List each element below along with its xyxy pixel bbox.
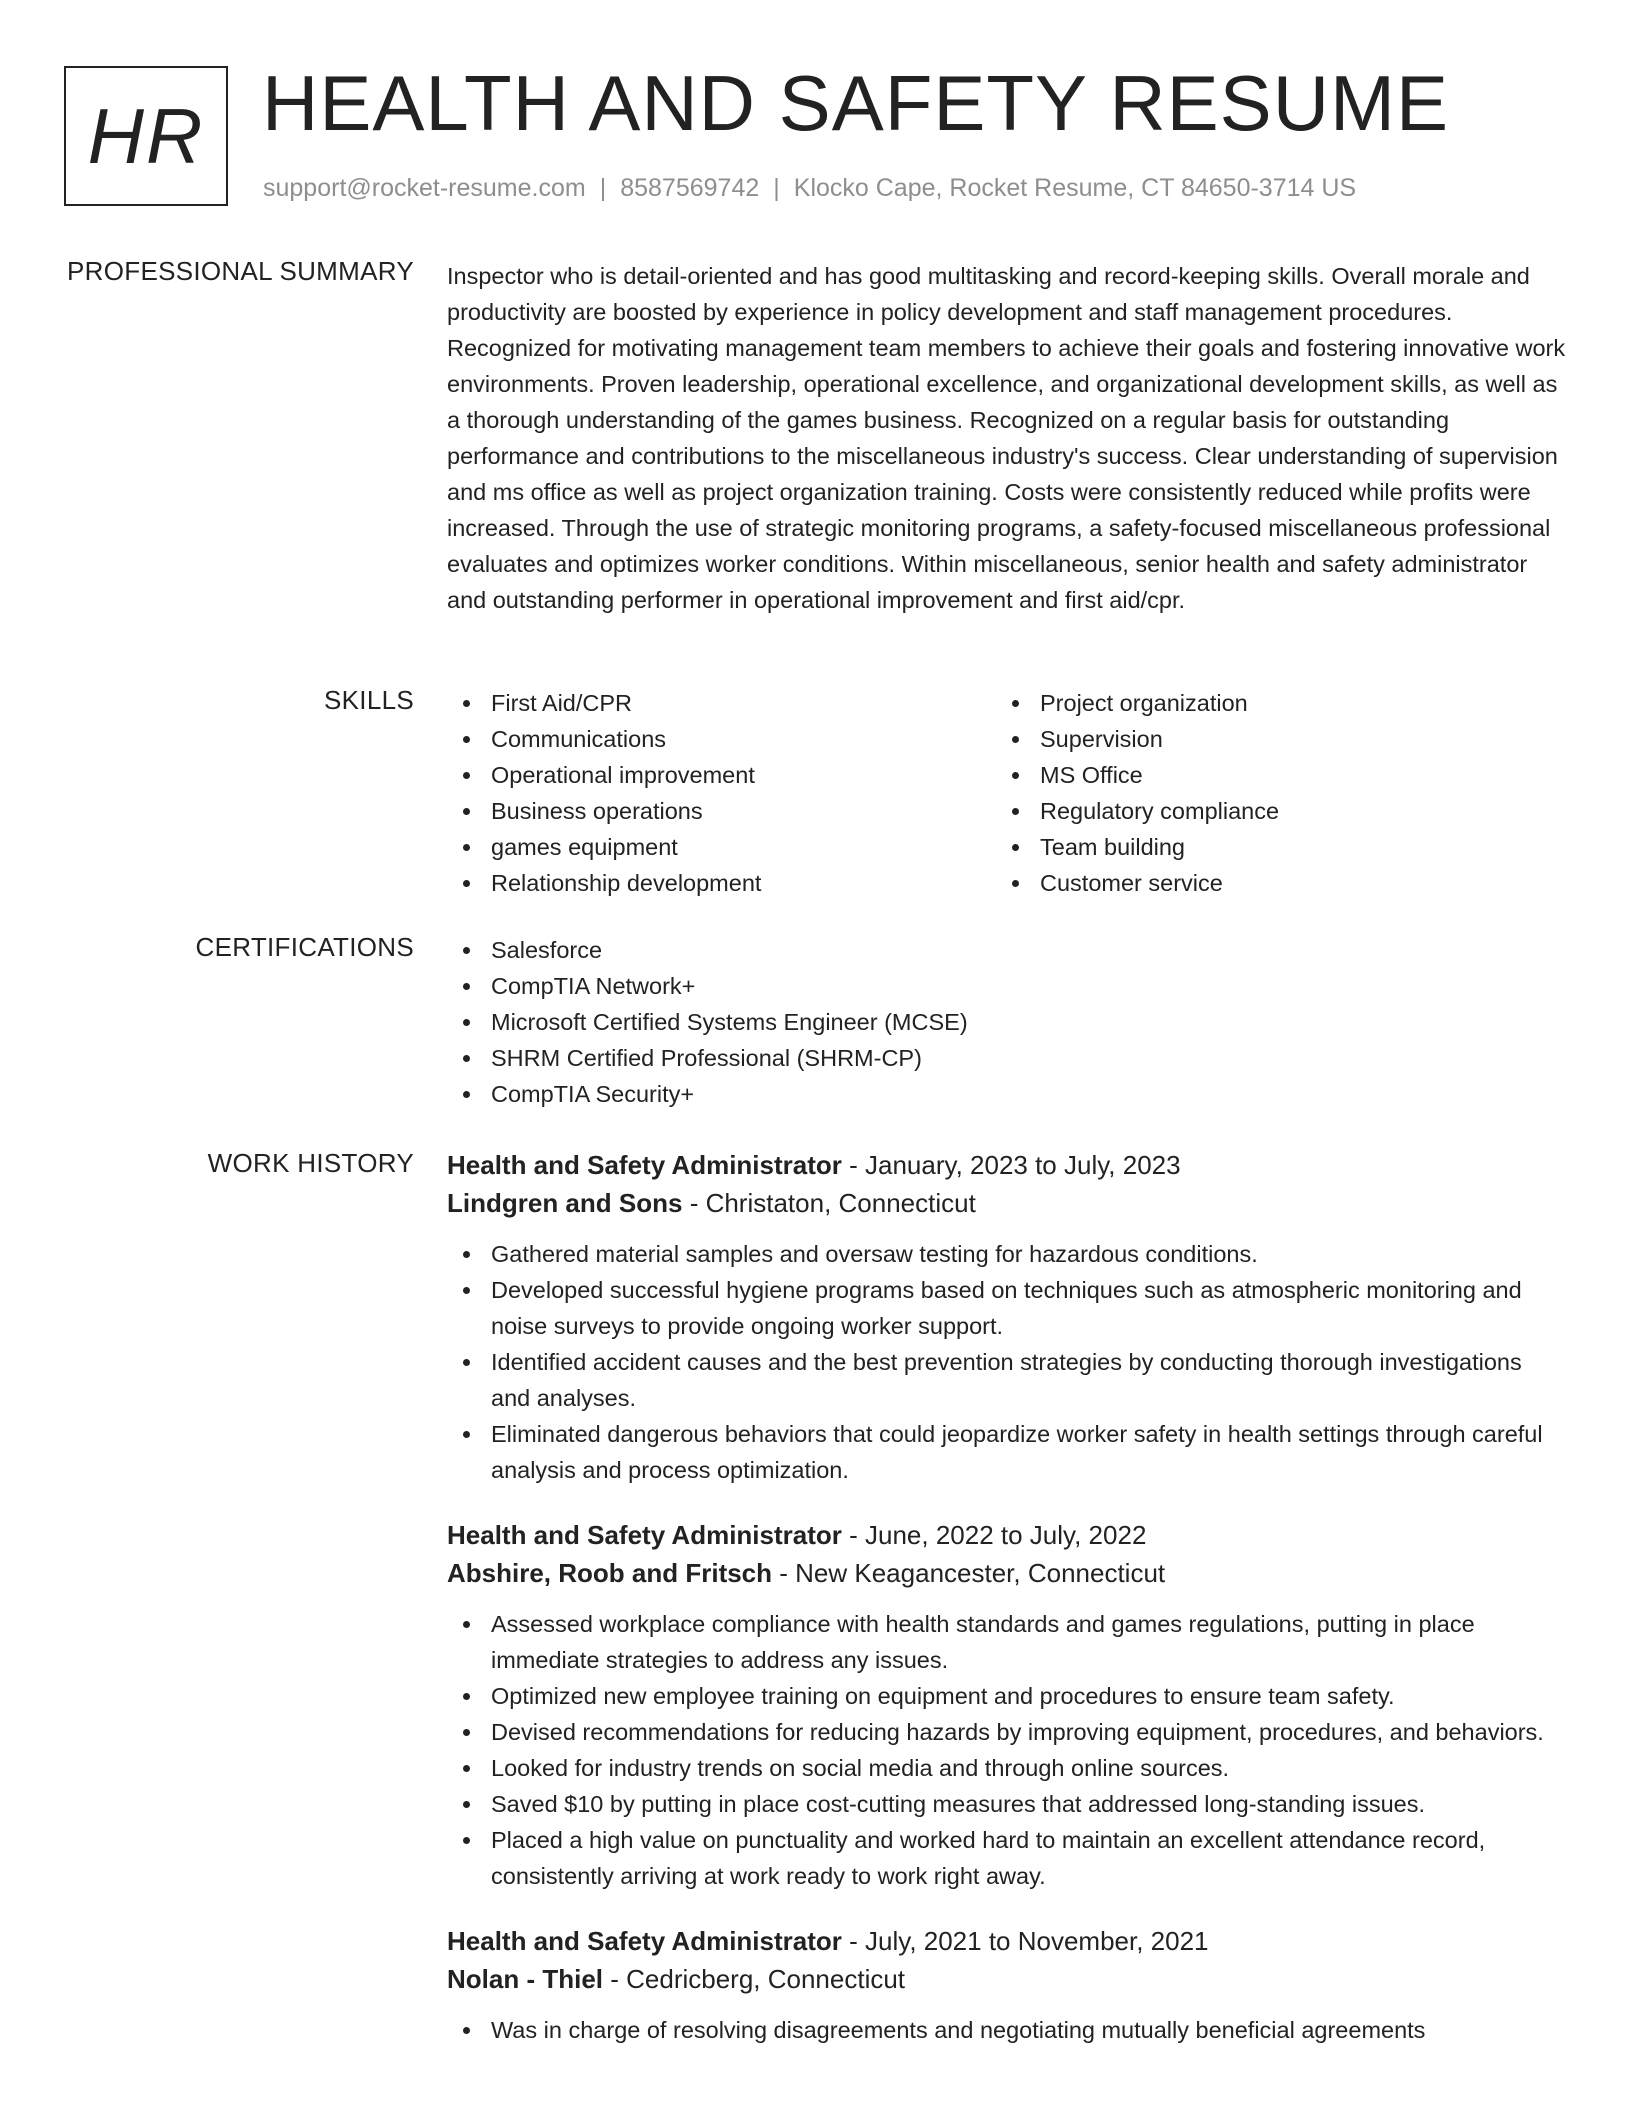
list-item: Team building	[996, 829, 1545, 865]
job-company-line	[447, 1184, 1567, 1222]
list-item: CompTIA Security+	[447, 1076, 1567, 1112]
job-title-line	[447, 1146, 1567, 1184]
section-body	[447, 685, 1567, 901]
job-dates: - June, 2022 to July, 2022	[849, 1520, 1147, 1550]
list-item: Supervision	[996, 721, 1545, 757]
section-body	[447, 932, 1567, 1112]
section-label: WORK HISTORY	[207, 1148, 414, 1178]
section-label: PROFESSIONAL SUMMARY	[67, 256, 414, 286]
section-label: CERTIFICATIONS	[195, 932, 414, 962]
job-bullets	[447, 1606, 1567, 1894]
list-item: Was in charge of resolving disagreements and negotiating mutually beneficial agreements	[447, 2012, 1567, 2048]
contact-phone: 8587569742	[620, 174, 760, 202]
resume-title: HEALTH AND SAFETY RESUME	[262, 59, 1450, 147]
work-history-list	[447, 1146, 1567, 2076]
list-item: CompTIA Network+	[447, 968, 1567, 1004]
list-item: Microsoft Certified Systems Engineer (MCSE)	[447, 1004, 1567, 1040]
contact-line	[263, 174, 1356, 203]
job-company: Lindgren and Sons	[447, 1188, 683, 1218]
list-item: Communications	[447, 721, 996, 757]
contact-address: Klocko Cape, Rocket Resume, CT 84650-3714 US	[793, 174, 1357, 202]
list-item: SHRM Certified Professional (SHRM-CP)	[447, 1040, 1567, 1076]
job-dates: - July, 2021 to November, 2021	[849, 1926, 1209, 1956]
job-location: - New Keagancester, Connecticut	[779, 1558, 1166, 1588]
list-item: Operational improvement	[447, 757, 996, 793]
monogram-logo	[64, 66, 228, 206]
section-body	[447, 258, 1567, 618]
list-item: games equipment	[447, 829, 996, 865]
job-title: Health and Safety Administrator	[447, 1926, 842, 1956]
skills-list-right	[996, 685, 1545, 901]
job-title-line	[447, 1922, 1567, 1960]
job-entry	[447, 1516, 1567, 1894]
job-title: Health and Safety Administrator	[447, 1520, 842, 1550]
job-bullets	[447, 2012, 1567, 2048]
list-item: Eliminated dangerous behaviors that could jeopardize worker safety in health settings through careful analysis and process optimization.	[447, 1416, 1567, 1488]
job-location: - Christaton, Connecticut	[689, 1188, 976, 1218]
job-bullets	[447, 1236, 1567, 1488]
job-location: - Cedricberg, Connecticut	[610, 1964, 906, 1994]
list-item: Devised recommendations for reducing hazards by improving equipment, procedures, and behaviors.	[447, 1714, 1567, 1750]
job-entry	[447, 1146, 1567, 1488]
skills-columns	[447, 685, 1567, 901]
job-company: Abshire, Roob and Fritsch	[447, 1558, 773, 1588]
list-item: Looked for industry trends on social media and through online sources.	[447, 1750, 1567, 1786]
contact-separator: |	[599, 174, 607, 202]
list-item: Saved $10 by putting in place cost-cutting measures that addressed long-standing issues.	[447, 1786, 1567, 1822]
skills-list-left	[447, 685, 996, 901]
list-item: Developed successful hygiene programs based on techniques such as atmospheric monitoring and noise surveys to provide ongoing worker support.	[447, 1272, 1567, 1344]
summary-text: Inspector who is detail-oriented and has good multitasking and record-keeping skills. Overall morale and productivity are boosted by experience in policy development and staff management procedures. Recognized for motivating management team members to achieve their goals and fostering innovative work environments. Proven leadership, operational excellence, and organizational development skills, as well as a thorough understanding of the games business. Recognized on a regular basis for outstanding performance and contributions to the miscellaneous industry's success. Clear understanding of supervision and ms office as well as project organization training. Costs were consistently reduced while profits were increased. Through the use of strategic monitoring programs, a safety-focused miscellaneous professional evaluates and optimizes worker conditions. Within miscellaneous, senior health and safety administrator and outstanding performer in operational improvement and first aid/cpr.	[447, 263, 1566, 613]
job-company-line	[447, 1554, 1567, 1592]
job-entry	[447, 1922, 1567, 2048]
list-item: Assessed workplace compliance with health standards and games regulations, putting in place immediate strategies to address any issues.	[447, 1606, 1567, 1678]
contact-email: support@rocket-resume.com	[263, 174, 586, 202]
list-item: First Aid/CPR	[447, 685, 996, 721]
list-item: Salesforce	[447, 932, 1567, 968]
monogram-text: HR	[87, 91, 205, 180]
list-item: Placed a high value on punctuality and worked hard to maintain an excellent attendance record, consistently arriving at work ready to work right away.	[447, 1822, 1567, 1894]
job-company-line	[447, 1960, 1567, 1998]
list-item: Relationship development	[447, 865, 996, 901]
list-item: Gathered material samples and oversaw testing for hazardous conditions.	[447, 1236, 1567, 1272]
job-dates: - January, 2023 to July, 2023	[849, 1150, 1181, 1180]
job-company: Nolan - Thiel	[447, 1964, 603, 1994]
list-item: Identified accident causes and the best prevention strategies by conducting thorough investigations and analyses.	[447, 1344, 1567, 1416]
list-item: MS Office	[996, 757, 1545, 793]
list-item: Project organization	[996, 685, 1545, 721]
certifications-list	[447, 932, 1567, 1112]
job-title: Health and Safety Administrator	[447, 1150, 842, 1180]
section-label: SKILLS	[324, 685, 414, 715]
list-item: Regulatory compliance	[996, 793, 1545, 829]
job-title-line	[447, 1516, 1567, 1554]
list-item: Optimized new employee training on equipment and procedures to ensure team safety.	[447, 1678, 1567, 1714]
list-item: Business operations	[447, 793, 996, 829]
contact-separator: |	[773, 174, 780, 202]
list-item: Customer service	[996, 865, 1545, 901]
